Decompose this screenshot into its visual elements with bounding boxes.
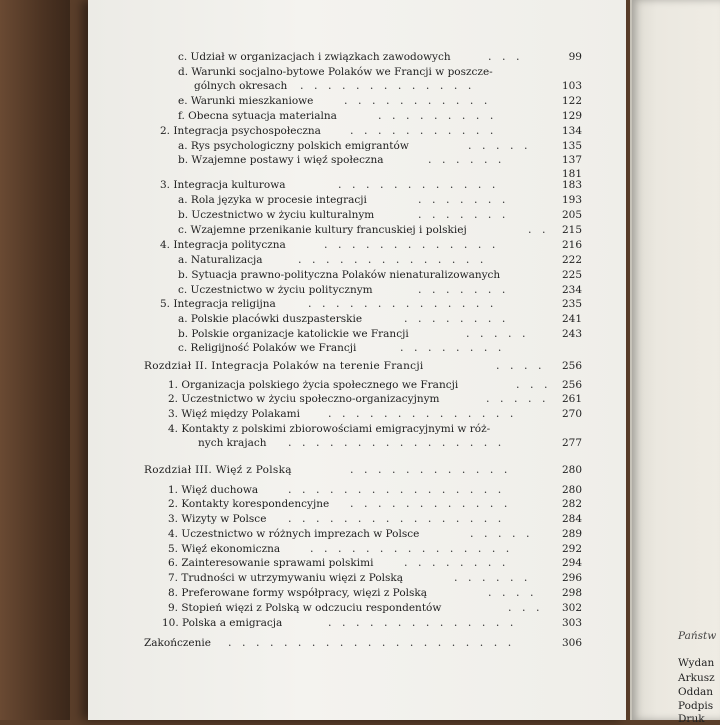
- right-page-line: Podpis: [678, 700, 714, 712]
- toc-entry: b. Sytuacja prawno-polityczna Polaków nienaturalizowanych 225: [178, 269, 582, 281]
- toc-entry: c. Religijność Polaków we Francji . . . . . . . .: [178, 341, 502, 354]
- toc-entry: c. Udział w organizacjach i związkach zawodowych . . . 99: [178, 50, 582, 63]
- toc-entry: 3. Więź między Polakami . . . . . . . . . . . . . . 270: [168, 407, 582, 420]
- right-page-line: Wydan: [678, 657, 715, 669]
- toc-entry: 3. Wizyty w Polsce . . . . . . . . . . . . . . . . 284: [168, 512, 582, 525]
- toc-entry: c. Wzajemne przenikanie kultury francuskiej i polskiej . . 215: [178, 223, 582, 236]
- right-page-line: Oddan: [678, 686, 714, 698]
- toc-entry: f. Obecna sytuacja materialna . . . . . . . . . 129: [178, 109, 582, 122]
- toc-entry: c. Uczestnictwo w życiu politycznym . . . . . . . 234: [178, 283, 582, 296]
- toc-entry: b. Polskie organizacje katolickie we Francji . . . . . 243: [178, 327, 582, 340]
- right-book-page: [630, 0, 720, 725]
- toc-entry: 8. Preferowane formy współpracy, więzi z Polską . . . . 298: [168, 586, 582, 599]
- toc-entry: e. Warunki mieszkaniowe . . . . . . . . . . . 122: [178, 94, 582, 107]
- toc-entry: 4. Integracja polityczna . . . . . . . . . . . . . 216: [160, 238, 582, 251]
- toc-entry: 9. Stopień więzi z Polską w odczuciu respondentów . . . 302: [168, 601, 582, 614]
- toc-entry: 5. Więź ekonomiczna . . . . . . . . . . . . . . . 292: [168, 542, 582, 555]
- toc-entry: 6. Zainteresowanie sprawami polskimi . . . . . . . . 294: [168, 556, 582, 569]
- toc-entry: a. Polskie placówki duszpasterskie . . . . . . . . 241: [178, 312, 582, 325]
- toc-entry: 2. Uczestnictwo w życiu społeczno-organizacyjnym . . . . . 261: [168, 392, 582, 405]
- right-page-heading: Państw: [678, 630, 717, 642]
- toc-entry: b. Uczestnictwo w życiu kulturalnym . . . . . . . 205: [178, 208, 582, 221]
- toc-entry: 10. Polska a emigracja . . . . . . . . . . . . . . 303: [162, 616, 582, 629]
- toc-entry: 4. Kontakty z polskimi zbiorowościami emigracyjnymi w róż-: [168, 423, 491, 435]
- toc-entry: a. Naturalizacja . . . . . . . . . . . . . . 222: [178, 253, 582, 266]
- toc-entry: a. Rys psychologiczny polskich emigrantów . . . . . 135: [178, 139, 582, 152]
- toc-entry: Zakończenie . . . . . . . . . . . . . . . . . . . . . 306: [144, 636, 582, 649]
- toc-entry: gólnych okresach . . . . . . . . . . . . . 103: [194, 79, 582, 92]
- toc-entry: 7. Trudności w utrzymywaniu więzi z Polską . . . . . . 296: [168, 571, 582, 584]
- toc-entry: 2. Integracja psychospołeczna . . . . . . . . . . . 134: [160, 124, 582, 137]
- toc-chapter-heading: Rozdział II. Integracja Polaków na terenie Francji . . . . 256: [144, 359, 582, 372]
- page-gutter: [630, 0, 632, 720]
- table-surface: [0, 0, 70, 720]
- toc-chapter-heading: Rozdział III. Więź z Polską . . . . . . . . . . . . 280: [144, 463, 582, 476]
- toc-entry: d. Warunki socjalno-bytowe Polaków we Francji w poszcze-: [178, 66, 493, 78]
- toc-entry: 181: [561, 168, 582, 180]
- toc-entry: 4. Uczestnictwo w różnych imprezach w Polsce . . . . . 289: [168, 527, 582, 540]
- toc-entry: 5. Integracja religijna . . . . . . . . . . . . . . 235: [160, 297, 582, 310]
- toc-entry: 1. Więź duchowa . . . . . . . . . . . . . . . . 280: [168, 483, 582, 496]
- right-page-line: Druk: [678, 713, 705, 725]
- toc-entry: 3. Integracja kulturowa . . . . . . . . . . . . 183: [160, 178, 582, 191]
- table-of-contents-page: [88, 0, 626, 720]
- toc-entry: nych krajach . . . . . . . . . . . . . . . . 277: [198, 436, 582, 449]
- right-page-line: Arkusz: [678, 672, 715, 684]
- toc-entry: 2. Kontakty korespondencyjne . . . . . . . . . . . . 282: [168, 497, 582, 510]
- toc-entry: b. Wzajemne postawy i więź społeczna . . . . . . 137: [178, 153, 582, 166]
- toc-entry: 1. Organizacja polskiego życia społecznego we Francji . . . 256: [168, 378, 582, 391]
- toc-entry: a. Rola języka w procesie integracji . . . . . . . 193: [178, 193, 582, 206]
